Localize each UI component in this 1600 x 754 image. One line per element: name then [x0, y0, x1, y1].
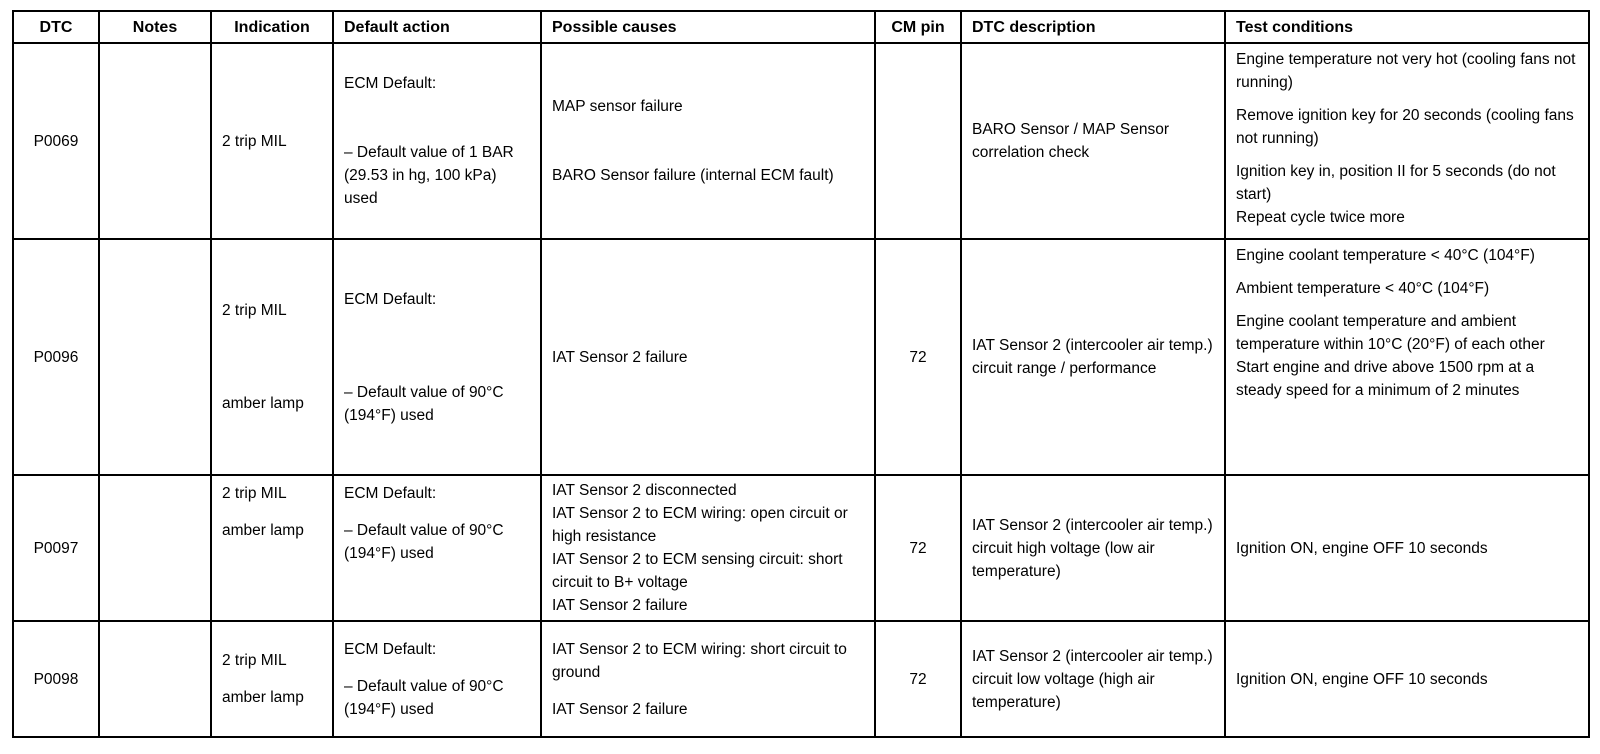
header-row — [13, 11, 1589, 43]
indication-line: amber lamp — [222, 395, 304, 412]
default-action-line: – Default value of 1 BAR (29.53 in hg, 100 kPa) used — [344, 144, 514, 207]
indication-line: amber lamp — [222, 522, 304, 539]
cell-test-conditions — [1225, 239, 1589, 475]
test-condition-line: Repeat cycle twice more — [1236, 209, 1405, 226]
cell-notes — [99, 621, 211, 737]
test-condition-line: Ignition key in, position II for 5 seconds (do not start) — [1236, 163, 1556, 203]
cell-default-action — [333, 475, 541, 621]
cell-possible-causes — [541, 621, 875, 737]
indication-line: amber lamp — [222, 689, 304, 706]
default-action-line: ECM Default: — [344, 485, 437, 502]
cause-line: MAP sensor failure — [552, 98, 683, 115]
table-row-p0097 — [13, 475, 1589, 621]
default-action-line: ECM Default: — [344, 290, 437, 308]
cause-line: IAT Sensor 2 to ECM wiring: short circuit to ground — [552, 640, 847, 681]
cell-test-conditions — [1225, 43, 1589, 239]
default-action-line: – Default value of 90°C (194°F) used — [344, 383, 504, 424]
cell-test-conditions — [1225, 475, 1589, 621]
cause-line: IAT Sensor 2 failure — [552, 700, 688, 718]
cell-dtc-description: IAT Sensor 2 (intercooler air temp.) circuit low voltage (high air temperature) — [961, 621, 1225, 737]
cause-line: BARO Sensor failure (internal ECM fault) — [552, 167, 834, 184]
test-condition-line: Remove ignition key for 20 seconds (cooling fans not running) — [1236, 107, 1574, 147]
cause-line: IAT Sensor 2 to ECM sensing circuit: short circuit to B+ voltage — [552, 551, 843, 591]
header-indication: Indication — [211, 11, 333, 43]
default-action-line: ECM Default: — [344, 75, 437, 92]
default-action-line: – Default value of 90°C (194°F) used — [344, 522, 504, 562]
header-possible-causes: Possible causes — [541, 11, 875, 43]
cell-default-action — [333, 239, 541, 475]
test-condition-line: Engine coolant temperature and ambient temperature within 10°C (20°F) of each other — [1236, 313, 1545, 353]
test-condition-line: Ignition ON, engine OFF 10 seconds — [1236, 539, 1488, 557]
cell-dtc-description: BARO Sensor / MAP Sensor correlation check — [961, 43, 1225, 239]
header-cm-pin: CM pin — [875, 11, 961, 43]
cause-line: IAT Sensor 2 to ECM wiring: open circuit or high resistance — [552, 505, 848, 545]
header-dtc-description: DTC description — [961, 11, 1225, 43]
header-notes: Notes — [99, 11, 211, 43]
cause-line: IAT Sensor 2 disconnected — [552, 482, 737, 499]
cell-dtc: P0098 — [13, 621, 99, 737]
cell-cm-pin: 72 — [875, 475, 961, 621]
cell-notes — [99, 239, 211, 475]
table-row-p0098 — [13, 621, 1589, 737]
header-test-conditions: Test conditions — [1225, 11, 1589, 43]
cause-line: IAT Sensor 2 failure — [552, 348, 688, 366]
test-condition-line: Ignition ON, engine OFF 10 seconds — [1236, 670, 1488, 688]
cell-dtc: P0069 — [13, 43, 99, 239]
header-dtc: DTC — [13, 11, 99, 43]
cell-possible-causes — [541, 475, 875, 621]
cell-cm-pin: 72 — [875, 239, 961, 475]
indication-line: 2 trip MIL — [222, 302, 287, 319]
indication-line: 2 trip MIL — [222, 485, 287, 502]
cell-indication — [211, 43, 333, 239]
cell-cm-pin: 72 — [875, 621, 961, 737]
cell-dtc: P0097 — [13, 475, 99, 621]
default-action-line: – Default value of 90°C (194°F) used — [344, 677, 504, 718]
indication-line: 2 trip MIL — [222, 652, 287, 669]
cause-line: IAT Sensor 2 failure — [552, 597, 688, 614]
default-action-line: ECM Default: — [344, 640, 437, 658]
cell-possible-causes — [541, 43, 875, 239]
cell-notes — [99, 43, 211, 239]
cell-possible-causes — [541, 239, 875, 475]
cell-dtc: P0096 — [13, 239, 99, 475]
dtc-table — [12, 10, 1590, 738]
test-condition-line: Start engine and drive above 1500 rpm at a steady speed for a minimum of 2 minutes — [1236, 359, 1535, 399]
test-condition-line: Engine coolant temperature < 40°C (104°F) — [1236, 247, 1535, 264]
cell-indication — [211, 475, 333, 621]
cell-dtc-description: IAT Sensor 2 (intercooler air temp.) circuit range / performance — [961, 239, 1225, 475]
cell-default-action — [333, 43, 541, 239]
test-condition-line: Engine temperature not very hot (cooling fans not running) — [1236, 51, 1576, 91]
cell-indication — [211, 239, 333, 475]
header-default-action: Default action — [333, 11, 541, 43]
cell-dtc-description: IAT Sensor 2 (intercooler air temp.) circuit high voltage (low air temperature) — [961, 475, 1225, 621]
cell-test-conditions — [1225, 621, 1589, 737]
table-row-p0069 — [13, 43, 1589, 239]
cell-cm-pin — [875, 43, 961, 239]
cell-default-action — [333, 621, 541, 737]
test-condition-line: Ambient temperature < 40°C (104°F) — [1236, 280, 1490, 297]
cell-notes — [99, 475, 211, 621]
cell-indication — [211, 621, 333, 737]
indication-line: 2 trip MIL — [222, 132, 287, 150]
table-row-p0096 — [13, 239, 1589, 475]
